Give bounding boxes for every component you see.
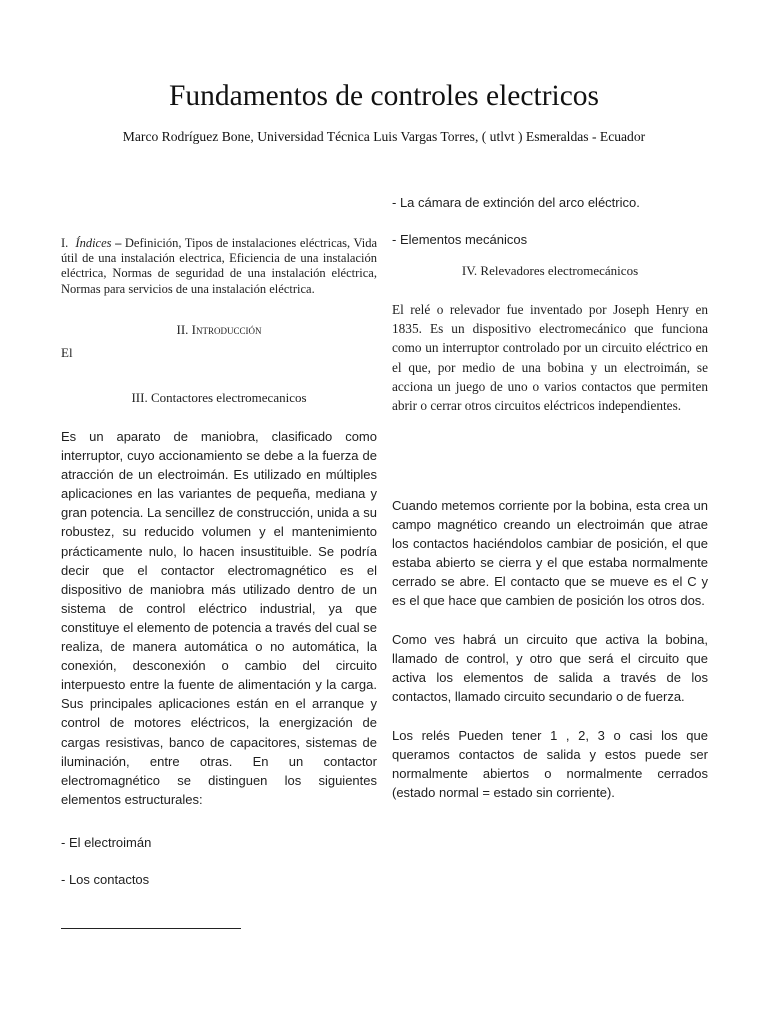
index-prefix: I. — [61, 236, 69, 250]
relevadores-paragraph-1: El relé o relevador fue inventado por Joseph Henry en 1835. Es un dispositivo electromecánico que funciona como un interruptor controlado por un circuito eléctrico en el que, por medio de una bobina y un electroimán, se acciona un juego de uno o varios contactos que permiten abrir o cerrar otros circuitos eléctricos independientes. — [392, 302, 708, 414]
list-item: - El electroimán — [61, 835, 152, 850]
index-terms — [61, 236, 377, 297]
list-item: - Elementos mecánicos — [392, 232, 528, 247]
section-heading-contactores: III. Contactores electromecanicos — [131, 390, 307, 405]
introduccion-body: El — [61, 345, 73, 360]
index-text: Definición, Tipos de instalaciones eléctricas, Vida útil de una instalación electrica, Eficiencia de una instalación eléctrica, Normas de seguridad de una instalación eléctrica, Normas para servicios de una instalación eléctrica. — [61, 236, 378, 296]
footnote-rule — [61, 928, 241, 929]
contactores-paragraph: Es un aparato de maniobra, clasificado como interruptor, cuyo accionamiento se debe a la fuerza de atracción de un electroimán. Es utilizado en múltiples aplicaciones en las variantes de pequeña, mediana y gran potencia. La sencillez de construcción, unida a su robustez, su reducido volumen y el mantenimiento prácticamente nulo, lo hacen insustituible. Se podría decir que el contactor electromagnético es el dispositivo de maniobra más utilizado dentro de un sistema de control eléctrico industrial, ya que constituye el elemento de potencia a través del cual se realiza, de manera automática o no automática, la conexión, desconexión o cambio del circuito interpuesto entre la fuente de alimentación y la carga. Sus principales aplicaciones están en el arranque y control de motores eléctricos, la energización de cargas resistivas, banco de capacitores, sistemas de iluminación, entre otras. En un contactor electromagnético se distinguen los siguientes elementos estructurales: — [61, 429, 377, 807]
relevadores-paragraph-4: Los relés Pueden tener 1 , 2, 3 o casi los que queramos contactos de salida y estos puede ser normalmente abiertos o normalmente cerrados (estado normal = estado sin corriente). — [392, 728, 708, 801]
author-line: Marco Rodríguez Bone, Universidad Técnica Luis Vargas Torres, ( utlvt ) Esmeraldas - Ecuador — [122, 129, 646, 144]
relevadores-paragraph-2: Cuando metemos corriente por la bobina, esta crea un campo magnético creando un electroimán que atrae los contactos haciéndolos cambiar de posición, el que estaba abierto se cierra y el que estaba normalmente cerrado se abre. El contacto que se mueve es el C y es el que hace que cambien de posición los otros dos. — [392, 498, 708, 609]
index-dash: – — [115, 236, 122, 250]
section-heading-introduccion: II. Introducción — [176, 322, 262, 337]
section-heading-relevadores: IV. Relevadores electromecánicos — [461, 263, 639, 278]
index-label: Índices — [75, 236, 112, 250]
relevadores-paragraph-3: Como ves habrá un circuito que activa la bobina, llamado de control, y otro que será el circuito que activa los elementos de salida a través de los contactos, llamado circuito secundario o de fuerza. — [392, 632, 708, 705]
list-item: - Los contactos — [61, 872, 150, 887]
list-item: - La cámara de extinción del arco eléctrico. — [392, 195, 640, 210]
paper-title: Fundamentos de controles electricos — [168, 80, 600, 112]
